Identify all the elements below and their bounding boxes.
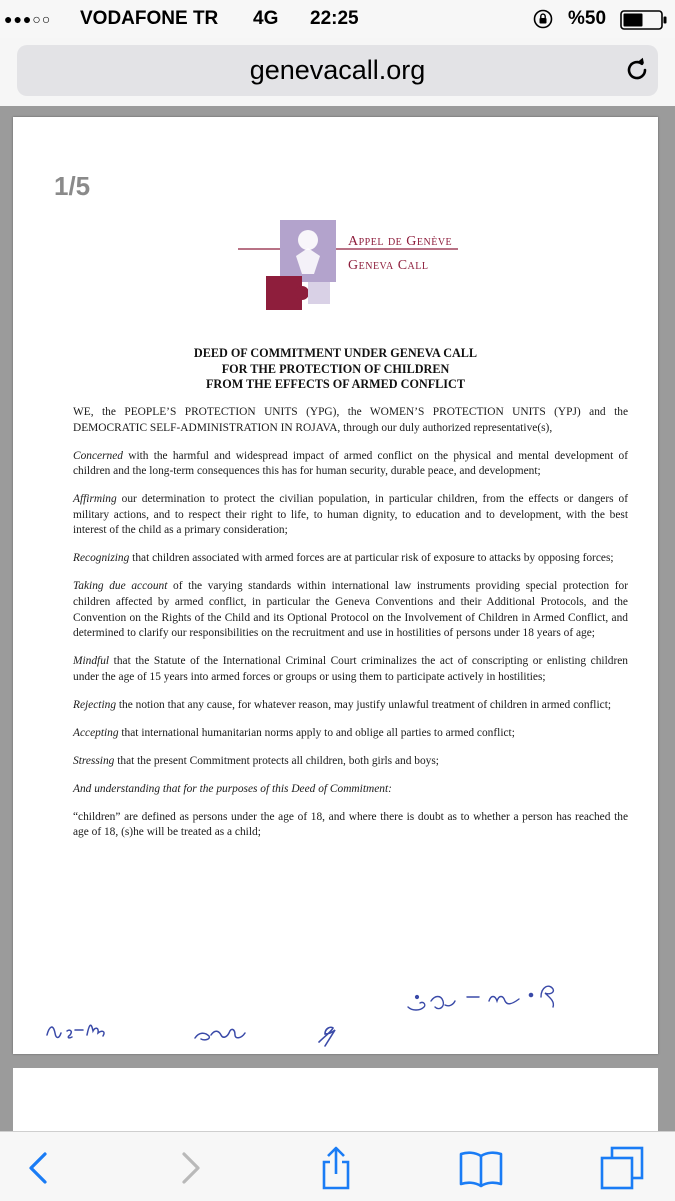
document-title	[13, 346, 658, 393]
paragraph-text: that children associated with armed forces are at particular risk of exposure to attacks by opposing forces;	[129, 552, 614, 565]
paragraph-text: that the present Commitment protects all children, both girls and boys;	[114, 754, 439, 767]
battery-percent: %50	[568, 8, 607, 29]
paragraph-recognizing	[73, 551, 628, 567]
paragraph-text: that international humanitarian norms apply to and oblige all parties to armed conflict;	[118, 726, 515, 739]
paragraph-taking-due-account	[73, 579, 628, 641]
paragraph-lead: Rejecting	[73, 698, 117, 711]
document-page	[13, 117, 658, 1054]
paragraph-understanding	[73, 782, 628, 798]
small-signature	[319, 1027, 335, 1046]
paragraph-concerned	[73, 449, 628, 480]
geneva-call-logo	[238, 220, 478, 330]
paragraph-lead: Recognizing	[73, 552, 130, 565]
middle-signature	[195, 1029, 245, 1039]
back-icon[interactable]	[17, 1146, 61, 1190]
rotation-lock-icon	[533, 9, 553, 29]
pdf-viewer[interactable]	[0, 106, 675, 1131]
right-handwritten-date	[408, 986, 553, 1010]
paragraph-children-definition	[73, 810, 628, 841]
paragraph-rejecting	[73, 698, 628, 714]
address-bar[interactable]	[17, 45, 658, 96]
paragraph-lead: Mindful	[73, 655, 110, 668]
initials-left-signature	[47, 1025, 104, 1038]
paragraph-mindful	[73, 654, 628, 685]
document-body	[73, 405, 628, 853]
paragraph-text: with the harmful and widespread impact of armed conflict on the physical and mental development of children and the long-term consequences this has for human security, durable peace, and development;	[73, 449, 628, 478]
paragraph-lead: Taking due account	[73, 580, 168, 593]
paragraph-text: our determination to protect the civilian population, in particular children, from the effects or dangers of military actions, and to respect their right to life, to human dignity, to education and to development, with the best interest of the child as a primary consideration;	[73, 493, 628, 537]
paragraph-text: WE, the PEOPLE’S PROTECTION UNITS (YPG), the WOMEN’S PROTECTION UNITS (YPJ) and the DEMOCRATIC SELF-ADMINISTRATION IN ROJAVA, through our duly authorized representative(s),	[73, 406, 628, 434]
bookmarks-icon[interactable]	[459, 1146, 503, 1190]
title-line: FROM THE EFFECTS OF ARMED CONFLICT	[205, 377, 465, 391]
paragraph-lead: Concerned	[73, 449, 123, 462]
battery-icon	[620, 10, 668, 30]
page-indicator: 1/5	[54, 171, 91, 201]
paragraph-text: “children” are defined as persons under the age of 18, and where there is doubt as to whether a person has reached the age of 18, (s)he will be treated as a child;	[73, 810, 628, 839]
paragraph-stressing	[73, 754, 628, 770]
paragraph-text: of the varying standards within international law instruments providing special protection for children affected by armed conflict, in particular the Geneva Conventions and their Additional Protocols, and the Convention on the Rights of the Child and its Optional Protocol on the Involvement of Children in Armed Conflict, and determined to clarify our responsibilities on the recruitment and use in hostilities of persons under 18 years of age;	[73, 580, 628, 640]
paragraph-text: the notion that any cause, for whatever reason, may justify unlawful treatment of children in armed conflict;	[116, 698, 612, 711]
title-line: DEED OF COMMITMENT UNDER GENEVA CALL	[193, 346, 478, 360]
signal-strength: ●●●○○	[4, 11, 52, 27]
url-text[interactable]: genevacall.org	[249, 55, 426, 85]
paragraph-text: that the Statute of the International Criminal Court criminalizes the act of conscripting or enlisting children under the age of 15 years into armed forces or groups or using them to participate actively in hostilities;	[73, 655, 628, 683]
carrier-name: VODAFONE TR	[80, 8, 219, 29]
reload-icon[interactable]	[622, 55, 652, 85]
tabs-icon[interactable]	[600, 1146, 644, 1190]
paragraph-lead: Affirming	[73, 493, 117, 506]
status-bar	[0, 0, 675, 38]
logo-text-english: Geneva Call	[348, 258, 429, 273]
paragraph-preamble	[73, 405, 628, 436]
paragraph-accepting	[73, 726, 628, 742]
status-time: 22:25	[310, 8, 359, 29]
paragraph-lead: Stressing	[73, 754, 115, 767]
forward-icon[interactable]	[168, 1146, 212, 1190]
logo-text-french: Appel de Genève	[348, 234, 453, 249]
paragraph-affirming	[73, 492, 628, 539]
title-line: FOR THE PROTECTION OF CHILDREN	[221, 361, 450, 376]
network-type: 4G	[253, 8, 279, 29]
paragraph-lead: Accepting	[73, 726, 119, 739]
share-icon[interactable]	[314, 1146, 358, 1190]
paragraph-lead: And understanding that for the purposes of this Deed of Commitment:	[73, 782, 392, 795]
browser-toolbar	[0, 1131, 675, 1201]
